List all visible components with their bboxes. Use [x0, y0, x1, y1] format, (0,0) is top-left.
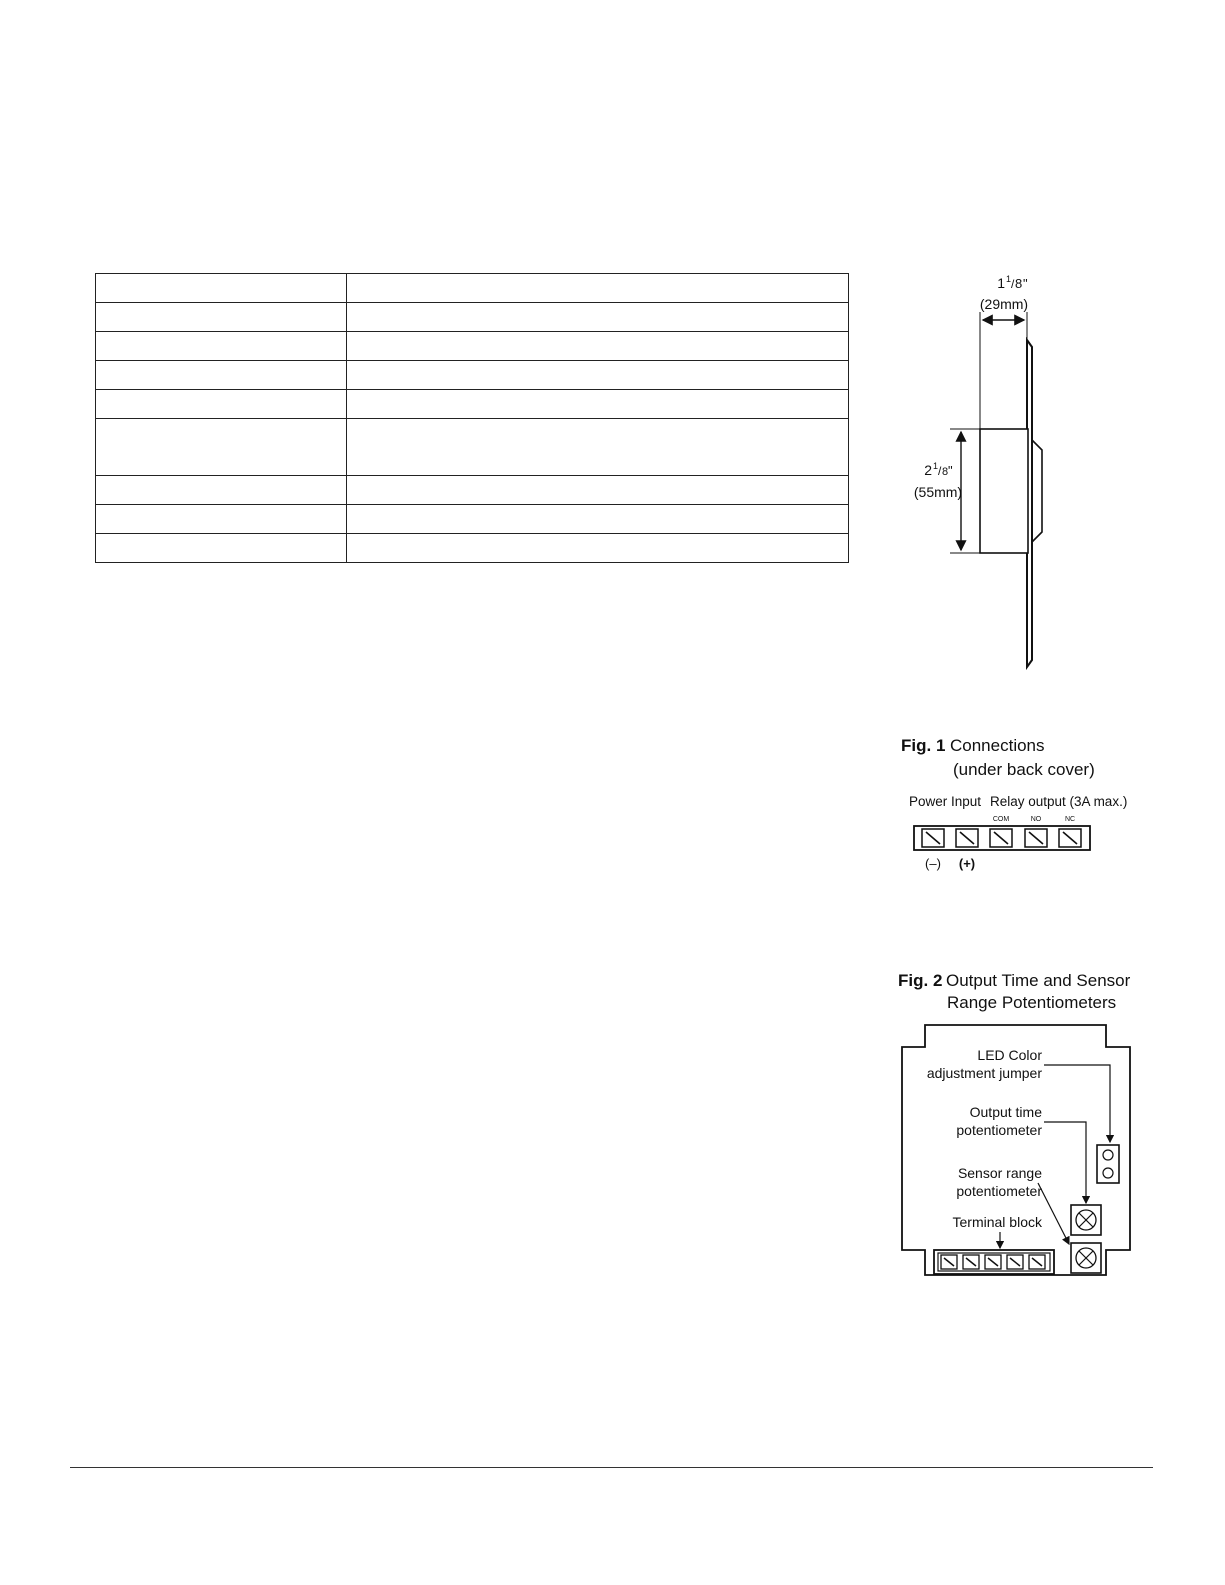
fig1-number: Fig. 1 [901, 736, 946, 755]
fig1-title-line1: Connections [950, 736, 1045, 755]
height-mm: (55mm) [913, 484, 963, 500]
spec-value [347, 332, 849, 361]
led-label-line1: LED Color [977, 1047, 1042, 1063]
spec-label [96, 303, 347, 332]
output-time-label-line2: potentiometer [956, 1122, 1042, 1138]
width-frac-num: 1 [1006, 274, 1012, 284]
fig1-connections-diagram [895, 735, 1135, 875]
led-jumper [1097, 1145, 1119, 1183]
spec-label [96, 476, 347, 505]
fig2-title-line2: Range Potentiometers [947, 993, 1117, 1012]
spec-label [96, 274, 347, 303]
height-frac-slash: / [938, 464, 942, 478]
polarity-negative: (–) [925, 856, 941, 871]
sensor-range-label-line1: Sensor range [957, 1165, 1042, 1181]
width-mm: (29mm) [979, 296, 1029, 312]
table-row [96, 505, 849, 534]
spec-label [96, 505, 347, 534]
spec-value [347, 534, 849, 563]
terminal-block-label: Terminal block [952, 1214, 1042, 1230]
height-inch-mark: " [948, 463, 953, 478]
polarity-positive: (+) [958, 856, 976, 871]
table-row [96, 274, 849, 303]
height-frac-den: 8 [942, 466, 949, 478]
table-row [96, 332, 849, 361]
terminal-no-label: NO [1030, 816, 1042, 823]
spec-label [96, 419, 347, 476]
spec-table [95, 273, 849, 563]
fig2-potentiometer-diagram [890, 970, 1140, 1285]
fig1-title-line2: (under back cover) [953, 760, 1095, 779]
relay-output-label: Relay output (3A max.) [990, 794, 1128, 809]
spec-value [347, 390, 849, 419]
terminal-com-label: COM [992, 816, 1010, 823]
table-row [96, 476, 849, 505]
table-row [96, 534, 849, 563]
spec-label [96, 361, 347, 390]
power-input-label: Power Input [909, 794, 982, 809]
side-view-diagram [900, 272, 1100, 682]
width-whole: 1 [997, 275, 1005, 291]
output-time-label-line1: Output time [969, 1104, 1042, 1120]
spec-value [347, 419, 849, 476]
width-frac-den: 8 [1015, 276, 1023, 291]
spec-value [347, 274, 849, 303]
height-frac-num: 1 [933, 461, 939, 471]
spec-value [347, 476, 849, 505]
terminal-nc-label: NC [1064, 816, 1076, 823]
spec-label [96, 534, 347, 563]
led-label-line2: adjustment jumper [926, 1065, 1042, 1081]
table-row [96, 419, 849, 476]
footer-divider [70, 1467, 1153, 1468]
height-whole: 2 [924, 462, 932, 478]
spec-value [347, 303, 849, 332]
fig2-title-line1: Output Time and Sensor [946, 971, 1131, 990]
width-frac-slash: / [1011, 277, 1015, 291]
spec-label [96, 332, 347, 361]
table-row [96, 390, 849, 419]
spec-value [347, 361, 849, 390]
sensor-range-label-line2: potentiometer [956, 1183, 1042, 1199]
housing-box [980, 429, 1028, 553]
width-inch-mark: " [1023, 276, 1028, 291]
spec-value [347, 505, 849, 534]
fig2-number: Fig. 2 [898, 971, 943, 990]
table-row [96, 361, 849, 390]
table-row [96, 303, 849, 332]
spec-label [96, 390, 347, 419]
button-bump [1032, 440, 1042, 542]
